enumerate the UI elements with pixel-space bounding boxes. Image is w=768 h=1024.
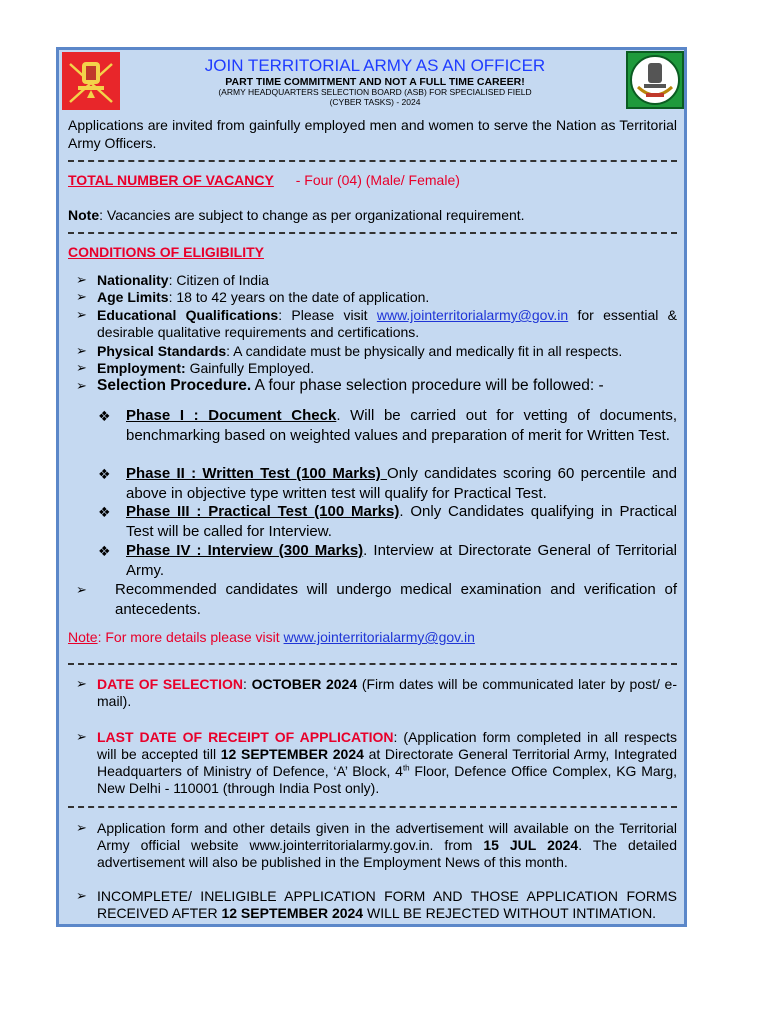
arrow-bullet-icon: ➢	[76, 820, 87, 835]
page-title: JOIN TERRITORIAL ARMY AS AN OFFICER	[204, 56, 546, 75]
diamond-bullet-icon: ❖	[98, 466, 111, 482]
employment-item: Employment: Gainfully Employed.	[97, 360, 315, 376]
divider	[68, 232, 677, 236]
website-link[interactable]: www.jointerritorialarmy@gov.in	[376, 307, 569, 323]
arrow-bullet-icon: ➢	[76, 289, 87, 304]
field-line: (CYBER TASKS) - 2024	[329, 97, 421, 107]
phase-item: Phase III : Practical Test (100 Marks). Only Candidates qualifying in Practical Test will be called for Interview.	[126, 503, 677, 540]
divider	[68, 160, 677, 164]
details-note: Note: For more details please visit www.jointerritorialarmy@gov.in	[68, 629, 475, 645]
eligibility-heading: CONDITIONS OF ELIGIBILITY	[68, 244, 264, 260]
note-text: : Vacancies are subject to change as per organizational requirement.	[99, 207, 525, 223]
physical-item: Physical Standards: A candidate must be physically and medically fit in all respects.	[97, 343, 623, 359]
phase-item: Phase II : Written Test (100 Marks) Only candidates scoring 60 percentile and above in objective type written test will qualify for Practical Test.	[126, 465, 677, 502]
subtitle: PART TIME COMMITMENT AND NOT A FULL TIME CAREER!	[225, 76, 525, 88]
arrow-bullet-icon: ➢	[76, 272, 87, 287]
arrow-bullet-icon: ➢	[76, 343, 87, 358]
arrow-bullet-icon: ➢	[76, 729, 87, 744]
vacancy-note	[68, 207, 677, 223]
arrow-bullet-icon: ➢	[76, 360, 87, 375]
rejection-item: INCOMPLETE/ INELIGIBLE APPLICATION FORM AND THOSE APPLICATION FORMS RECEIVED AFTER 12 SEPTEMBER 2024 WILL BE REJECTED WITHOUT INTIMATION.	[97, 888, 677, 921]
vacancy-value: - Four (04) (Male/ Female)	[295, 172, 460, 188]
diamond-bullet-icon: ❖	[98, 543, 111, 559]
diamond-bullet-icon: ❖	[98, 504, 111, 520]
diamond-bullet-icon: ❖	[98, 408, 111, 424]
education-item: Educational Qualifications: Please visit www.jointerritorialarmy@gov.in for essential & desirable qualitative requirements and certifications.	[97, 307, 677, 340]
medical-item: Recommended candidates will undergo medical examination and verification of antecedents.	[115, 581, 677, 618]
phase-item: Phase I : Document Check. Will be carried out for vetting of documents, benchmarking based on weighted values and preparation of merit for Written Test.	[126, 407, 677, 444]
age-item: Age Limits: 18 to 42 years on the date of application.	[97, 289, 430, 305]
territorial-army-logo	[626, 51, 684, 109]
note-label: Note	[68, 207, 100, 223]
website-link[interactable]: www.jointerritorialarmy@gov.in	[283, 629, 475, 645]
divider	[68, 663, 677, 667]
phase-item: Phase IV : Interview (300 Marks). Interview at Directorate General of Territorial Army.	[126, 542, 677, 579]
selection-item: Selection Procedure. A four phase selection procedure will be followed: -	[97, 377, 604, 394]
date-of-selection: DATE OF SELECTION: OCTOBER 2024 (Firm dates will be communicated later by post/ e-mail).	[97, 676, 678, 709]
arrow-bullet-icon: ➢	[76, 676, 87, 691]
nationality-item: Nationality: Citizen of India	[97, 272, 269, 288]
advertisement-item: Application form and other details given in the advertisement will available on the Territorial Army official website www.jointerritorialarmy.gov.in. from 15 JUL 2024. The detailed advertisement will also be published in the Employment News of this month.	[97, 820, 677, 870]
last-date-item: LAST DATE OF RECEIPT OF APPLICATION: (Application form completed in all respects will be accepted till 12 SEPTEMBER 2024 at Directorate General Territorial Army, Integrated Headquarters of Ministry of Defence, ‘A’ Block, 4th Floor, Defence Office Complex, KG Marg, New Delhi - 110001 (through India Post only).	[97, 729, 678, 796]
board-line: (ARMY HEADQUARTERS SELECTION BOARD (ASB) FOR SPECIALISED FIELD	[218, 87, 532, 97]
arrow-bullet-icon: ➢	[76, 307, 87, 322]
note-label: Note	[68, 629, 98, 645]
arrow-bullet-icon: ➢	[76, 378, 87, 393]
arrow-bullet-icon: ➢	[76, 888, 87, 903]
divider	[68, 806, 677, 810]
army-emblem-logo	[62, 52, 120, 110]
intro-text: Applications are invited from gainfully employed men and women to serve the Nation as Territorial Army Officers.	[68, 117, 677, 151]
arrow-bullet-icon: ➢	[76, 582, 87, 597]
vacancy-label: TOTAL NUMBER OF VACANCY	[68, 172, 274, 188]
vacancy-line	[68, 172, 677, 188]
